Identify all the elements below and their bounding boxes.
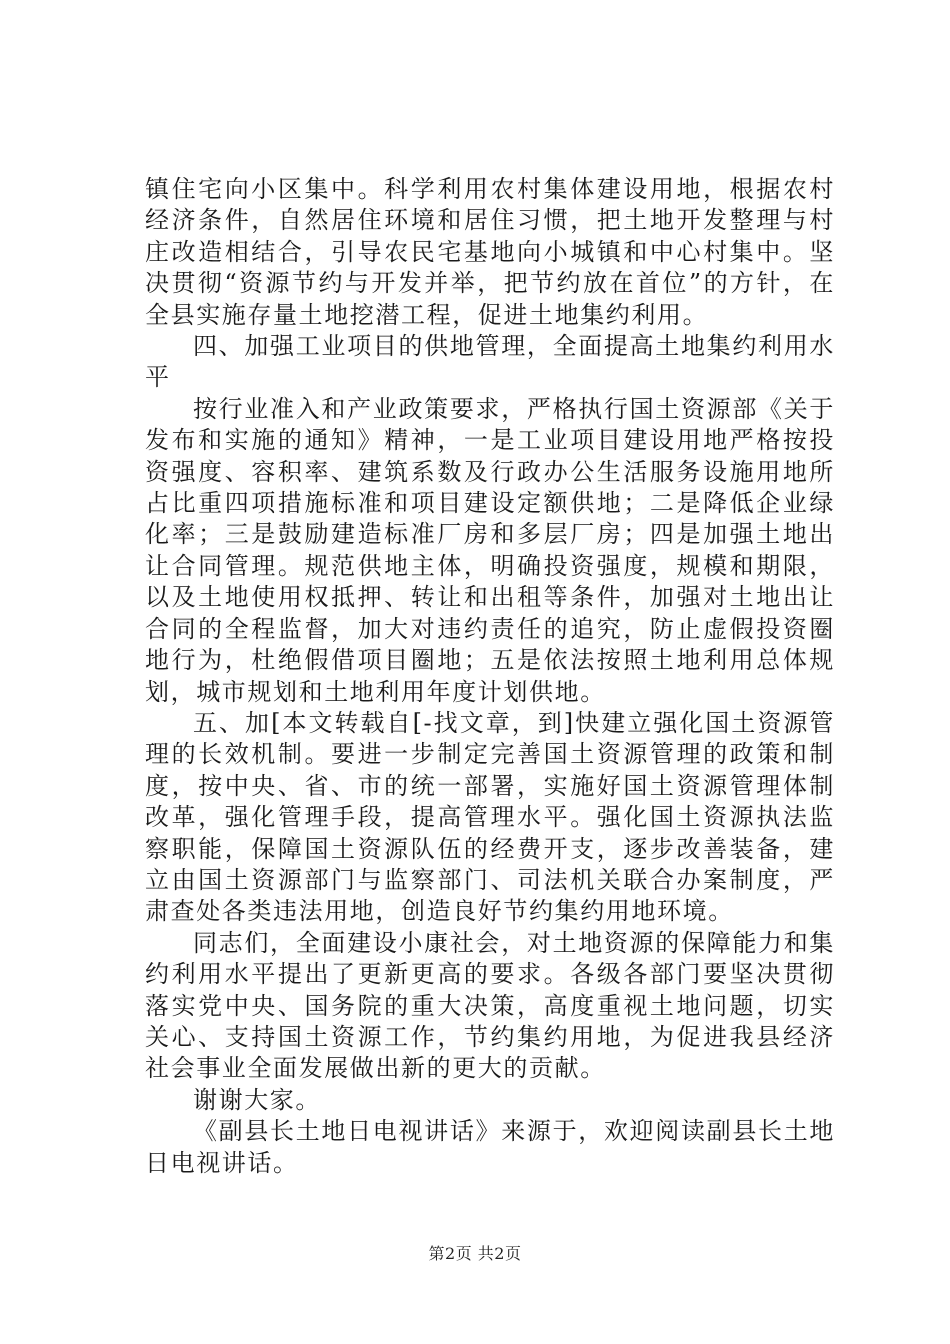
paragraph-thanks: 谢谢大家。	[193, 1085, 321, 1114]
page-number-footer: 第2页 共2页	[428, 1244, 522, 1263]
paragraph-section-five: 五、加[本文转载自[-找文章，到]快建立强化国土资源管理的长效机制。要进一步制定完善国土资源管理的政策和制度，按中央、省、市的统一部署，实施好国土资源管理体制改革，强化管理手段，提高管理水平。强化国土资源执法监察职能，保障国土资源队伍的经费开支，逐步改善装备，建立由国土资源部门与监察部门、司法机关联合办案制度，严肃查处各类违法用地，创造良好节约集约用地环境。	[145, 708, 835, 926]
paragraph-continuation: 镇住宅向小区集中。科学利用农村集体建设用地，根据农村经济条件，自然居住环境和居住习惯，把土地开发整理与村庄改造相结合，引导农民宅基地向小城镇和中心村集中。坚决贯彻“资源节约与开发并举，把节约放在首位”的方针，在全县实施存量土地挖潜工程，促进土地集约利用。	[145, 175, 835, 329]
paragraph-industrial-land-supply: 按行业准入和产业政策要求，严格执行国土资源部《关于发布和实施的通知》精神，一是工业项目建设用地严格按投资强度、容积率、建筑系数及行政办公生活服务设施用地所占比重四项措施标准和项目建设定额供地；二是降低企业绿化率；三是鼓励建造标准厂房和多层厂房；四是加强土地出让合同管理。规范供地主体，明确投资强度，规模和期限，以及土地使用权抵押、转让和出租等条件，加强对土地出让合同的全程监督，加大对违约责任的追究，防止虚假投资圈地行为，杜绝假借项目圈地；五是依法按照土地利用总体规划，城市规划和土地利用年度计划供地。	[145, 394, 835, 706]
paragraph-comrades: 同志们，全面建设小康社会，对土地资源的保障能力和集约利用水平提出了更新更高的要求。各级各部门要坚决贯彻落实党中央、国务院的重大决策，高度重视土地问题，切实关心、支持国土资源工作，节约集约用地，为促进我县经济社会事业全面发展做出新的更大的贡献。	[145, 928, 835, 1083]
section-heading-four: 四、加强工业项目的供地管理，全面提高土地集约利用水平	[145, 332, 835, 392]
paragraph-source-note: 《副县长土地日电视讲话》来源于，欢迎阅读副县长土地日电视讲话。	[145, 1117, 835, 1177]
document-body	[145, 174, 835, 1179]
